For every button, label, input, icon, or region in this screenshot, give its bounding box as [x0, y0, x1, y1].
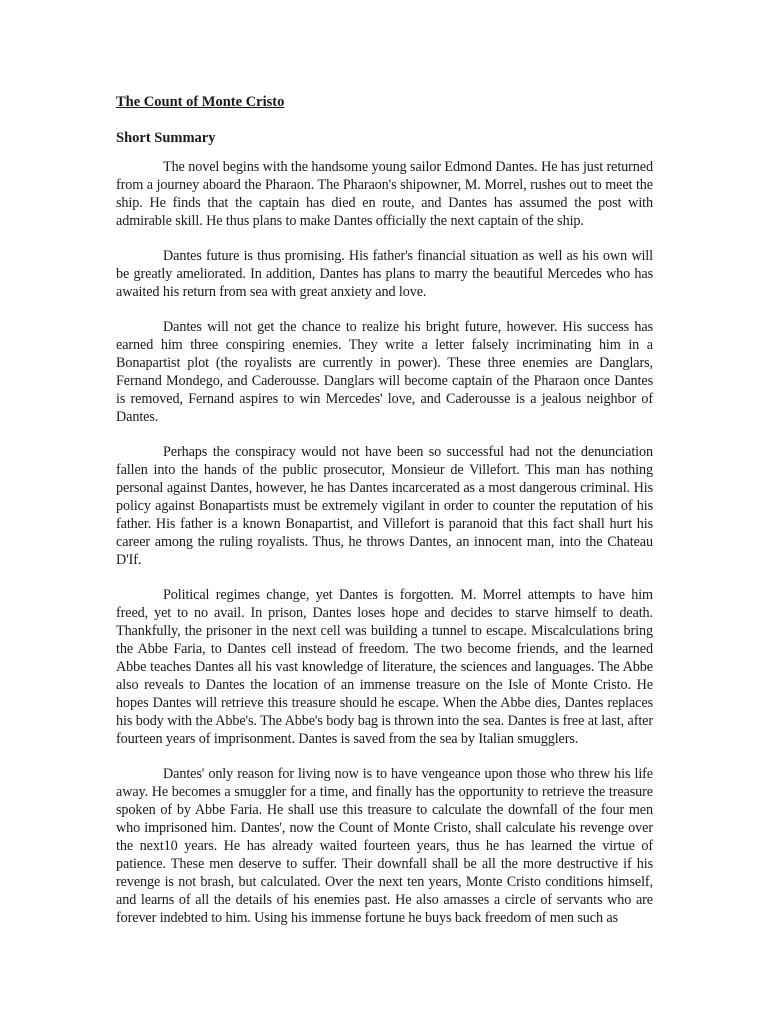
paragraph-2: Dantes future is thus promising. His father's financial situation as well as his own will be greatly ameliorated. In addition, Dantes has plans to marry the beautiful Mercedes who has awaited his return from sea with great anxiety and love.: [116, 248, 653, 300]
paragraph-5: Political regimes change, yet Dantes is forgotten. M. Morrel attempts to have him freed, yet to no avail. In prison, Dantes loses hope and decides to starve himself to death. Thankfully, the prisoner in the next cell was building a tunnel to escape. Miscalculations bring the Abbe Faria, to Dantes cell instead of freedom. The two become friends, and the learned Abbe teaches Dantes all his vast knowledge of literature, the sciences and languages. The Abbe also reveals to Dantes the location of an immense treasure on the Isle of Monte Cristo. He hopes Dantes will retrieve this treasure should he escape. When the Abbe dies, Dantes replaces his body with the Abbe's. The Abbe's body bag is thrown into the sea. Dantes is free at last, after fourteen years of imprisonment. Dantes is saved from the sea by Italian smugglers.: [116, 587, 653, 747]
paragraph-6: Dantes' only reason for living now is to have vengeance upon those who threw his life away. He becomes a smuggler for a time, and finally has the opportunity to retrieve the treasure spoken of by Abbe Faria. He shall use this treasure to calculate the downfall of the four men who imprisoned him. Dantes', now the Count of Monte Cristo, shall calculate his revenge over the next10 years. He has already waited fourteen years, thus he has learned the virtue of patience. These men deserve to suffer. Their downfall shall be all the more destructive if his revenge is not brash, but calculated. Over the next ten years, Monte Cristo conditions himself, and learns of all the details of his enemies past. He also amasses a circle of servants who are forever indebted to him. Using his immense fortune he buys back freedom of men such as: [116, 766, 653, 926]
paragraph-4: Perhaps the conspiracy would not have been so successful had not the denunciation fallen into the hands of the public prosecutor, Monsieur de Villefort. This man has nothing personal against Dantes, however, he has Dantes incarcerated as a most dangerous criminal. His policy against Bonapartists must be extremely vigilant in order to counter the reputation of his father. His father is a known Bonapartist, and Villefort is paranoid that this fact shall hurt his career among the ruling royalists. Thus, he throws Dantes, an innocent man, into the Chateau D'If.: [116, 444, 653, 568]
document-title: The Count of Monte Cristo: [116, 94, 285, 110]
paragraph-3: Dantes will not get the chance to realize his bright future, however. His success has earned him three conspiring enemies. They write a letter falsely incriminating him in a Bonapartist plot (the royalists are currently in power). These three enemies are Danglars, Fernand Mondego, and Caderousse. Danglars will become captain of the Pharaon once Dantes is removed, Fernand aspires to win Mercedes' love, and Caderousse is a jealous neighbor of Dantes.: [116, 319, 653, 425]
document-body: [116, 158, 653, 927]
document-page: [116, 92, 653, 944]
paragraph-1: The novel begins with the handsome young sailor Edmond Dantes. He has just returned from a journey aboard the Pharaon. The Pharaon's shipowner, M. Morrel, rushes out to meet the ship. He finds that the captain has died en route, and Dantes has assumed the post with admirable skill. He thus plans to make Dantes officially the next captain of the ship.: [116, 159, 653, 229]
document-subtitle: Short Summary: [116, 130, 216, 146]
